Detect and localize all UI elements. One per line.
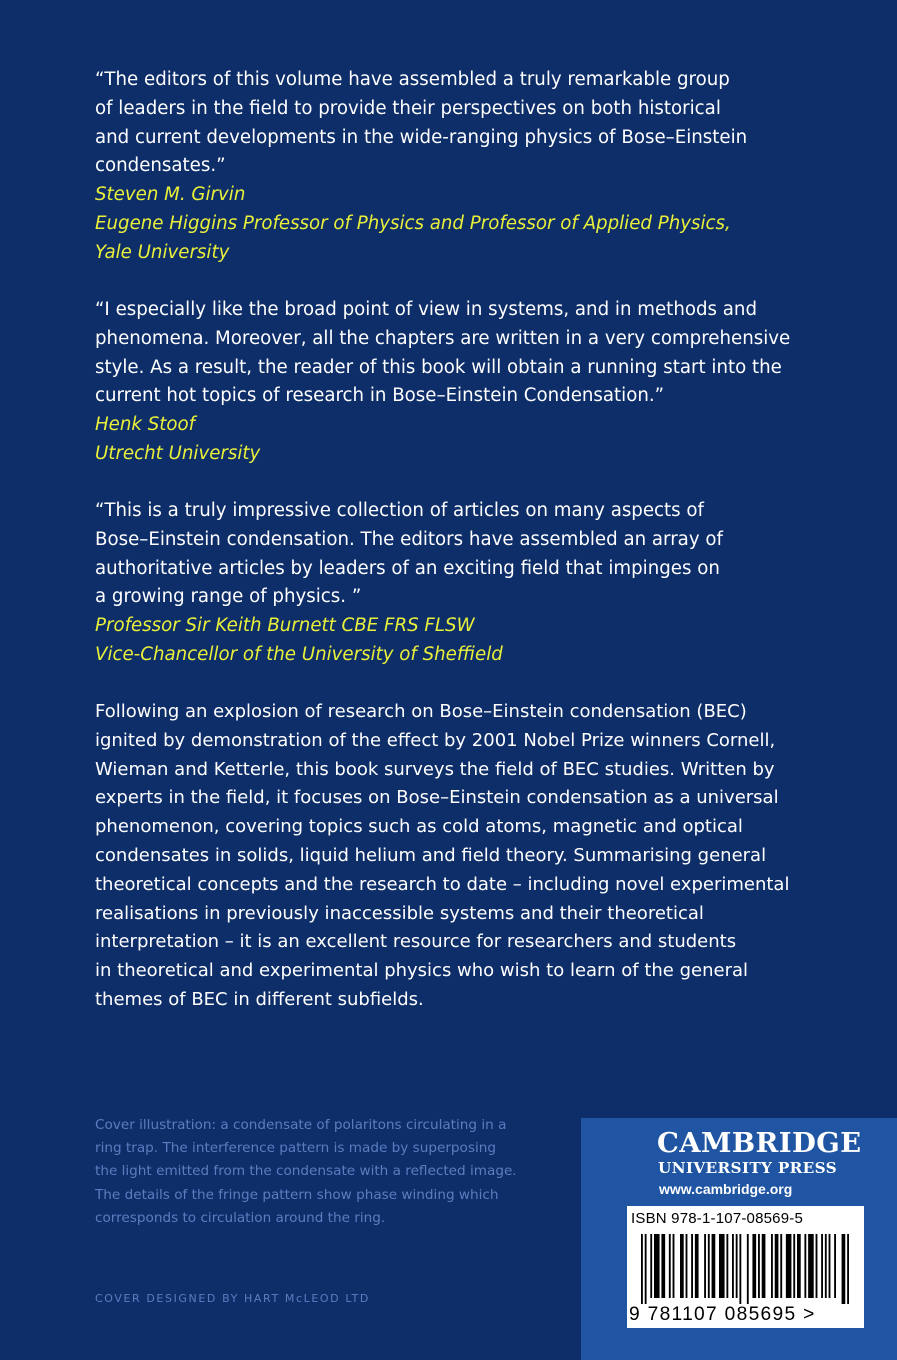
barcode-bar: [762, 1234, 766, 1298]
barcode-bar: [816, 1234, 818, 1298]
publisher-name: CAMBRIDGE: [657, 1127, 862, 1159]
reviewer-affiliation: Vice-Chancellor of the University of Sheffield: [95, 643, 503, 665]
publisher-website[interactable]: www.cambridge.org: [659, 1181, 793, 1197]
review-quote-line: Bose–Einstein condensation. The editors have assembled an array of: [95, 528, 723, 550]
barcode-bar: [691, 1234, 693, 1298]
barcode-bar: [673, 1234, 675, 1298]
barcode-bar: [775, 1234, 779, 1298]
publisher-subtitle: UNIVERSITY PRESS: [658, 1159, 837, 1177]
barcode-bar: [641, 1234, 643, 1304]
barcode-bar: [797, 1234, 801, 1298]
reviewer-name: Steven M. Girvin: [95, 184, 246, 206]
reviewer-name: Henk Stoof: [95, 414, 196, 436]
barcode-bar: [686, 1234, 688, 1298]
review-quote-line: authoritative articles by leaders of an exciting field that impinges on: [95, 557, 720, 579]
review-quote-line: style. As a result, the reader of this book will obtain a running start into the: [95, 356, 782, 378]
description-line: experts in the field, it focuses on Bose–Einstein condensation as a universal: [95, 787, 779, 809]
barcode-bar: [829, 1234, 831, 1298]
barcode-bar: [747, 1234, 749, 1304]
barcode-bar: [842, 1234, 846, 1304]
barcode-bar: [758, 1234, 760, 1298]
description-line: phenomenon, covering topics such as cold atoms, magnetic and optical: [95, 816, 743, 838]
review-girvin: [95, 66, 815, 268]
barcode-bar: [645, 1234, 647, 1304]
barcode-bar: [712, 1234, 716, 1298]
barcode-bar: [821, 1234, 823, 1298]
description-line: Wieman and Ketterle, this book surveys the field of BEC studies. Written by: [95, 758, 775, 780]
barcode-bar: [695, 1234, 699, 1298]
barcode-bar: [793, 1234, 795, 1298]
barcode-bar: [654, 1234, 660, 1298]
barcode-bar: [669, 1234, 671, 1298]
cover-illustration-caption: [95, 1114, 555, 1230]
barcode-bar: [661, 1234, 665, 1298]
barcode-bar: [680, 1234, 684, 1298]
reviewer-affiliation: Yale University: [95, 241, 230, 263]
barcode-bar: [847, 1234, 849, 1304]
barcode-bar: [825, 1234, 827, 1298]
review-burnett: [95, 497, 815, 670]
reviewer-affiliation: Utrecht University: [95, 442, 261, 464]
description-line: interpretation – it is an excellent resource for researchers and students: [95, 931, 737, 953]
review-quote-line: “This is a truly impressive collection of articles on many aspects of: [95, 500, 704, 521]
description-line: condensates in solids, liquid helium and field theory. Summarising general: [95, 844, 767, 866]
review-stoof: [95, 296, 815, 469]
barcode-box: [627, 1206, 864, 1328]
barcode-bar: [771, 1234, 773, 1298]
barcode-bar: [708, 1234, 710, 1298]
barcode-bar: [834, 1234, 836, 1298]
review-quote-line: “I especially like the broad point of view in systems, and in methods and: [95, 299, 757, 320]
cover-design-credit: COVER DESIGNED BY HART McLEOD LTD: [95, 1292, 370, 1305]
isbn-label: ISBN 978-1-107-08569-5: [631, 1210, 804, 1227]
review-quote-line: of leaders in the field to provide their perspectives on both historical: [95, 97, 721, 119]
barcode-bar: [808, 1234, 814, 1298]
barcode-bar: [704, 1234, 706, 1298]
barcode-bar: [752, 1234, 756, 1298]
barcode-bar: [726, 1234, 728, 1298]
barcode-bar: [786, 1234, 792, 1298]
caption-line: the light emitted from the condensate with a reflected image.: [95, 1163, 517, 1180]
barcode-bar: [719, 1234, 725, 1298]
description-line: theoretical concepts and the research to date – including novel experimental: [95, 873, 790, 895]
reviewer-name: Professor Sir Keith Burnett CBE FRS FLSW: [95, 615, 475, 637]
reviewer-affiliation: Eugene Higgins Professor of Physics and Professor of Applied Physics,: [95, 212, 731, 234]
barcode-digits: 9 781107 085695 >: [629, 1304, 816, 1325]
description-line: ignited by demonstration of the effect by 2001 Nobel Prize winners Cornell,: [95, 729, 776, 751]
review-quote-line: and current developments in the wide-ranging physics of Bose–Einstein: [95, 126, 748, 148]
review-quote-line: “The editors of this volume have assembled a truly remarkable group: [95, 69, 730, 90]
barcode-bar: [650, 1234, 652, 1298]
description-line: in theoretical and experimental physics who wish to learn of the general: [95, 960, 749, 982]
book-description: [95, 698, 815, 1015]
caption-line: Cover illustration: a condensate of polaritons circulating in a: [95, 1117, 507, 1133]
review-quote-line: a growing range of physics. ”: [95, 586, 362, 608]
review-quote-line: condensates.”: [95, 155, 226, 177]
review-quote-line: current hot topics of research in Bose–Einstein Condensation.”: [95, 385, 665, 407]
publisher-panel: [581, 1118, 897, 1360]
caption-line: ring trap. The interference pattern is made by superposing: [95, 1140, 496, 1157]
barcode-bar: [780, 1234, 782, 1298]
barcode-bars: [641, 1234, 849, 1304]
description-line: realisations in previously inaccessible systems and their theoretical: [95, 902, 704, 924]
barcode-bar: [732, 1234, 734, 1298]
caption-line: corresponds to circulation around the ring.: [95, 1209, 386, 1226]
barcode-bar: [804, 1234, 806, 1298]
review-quote-line: phenomena. Moreover, all the chapters are written in a very comprehensive: [95, 327, 791, 349]
barcode-bar: [736, 1234, 738, 1298]
description-line: themes of BEC in different subfields.: [95, 988, 424, 1010]
caption-line: The details of the fringe pattern show phase winding which: [95, 1186, 499, 1203]
barcode-bar: [739, 1234, 741, 1304]
description-line: Following an explosion of research on Bose–Einstein condensation (BEC): [95, 701, 747, 722]
